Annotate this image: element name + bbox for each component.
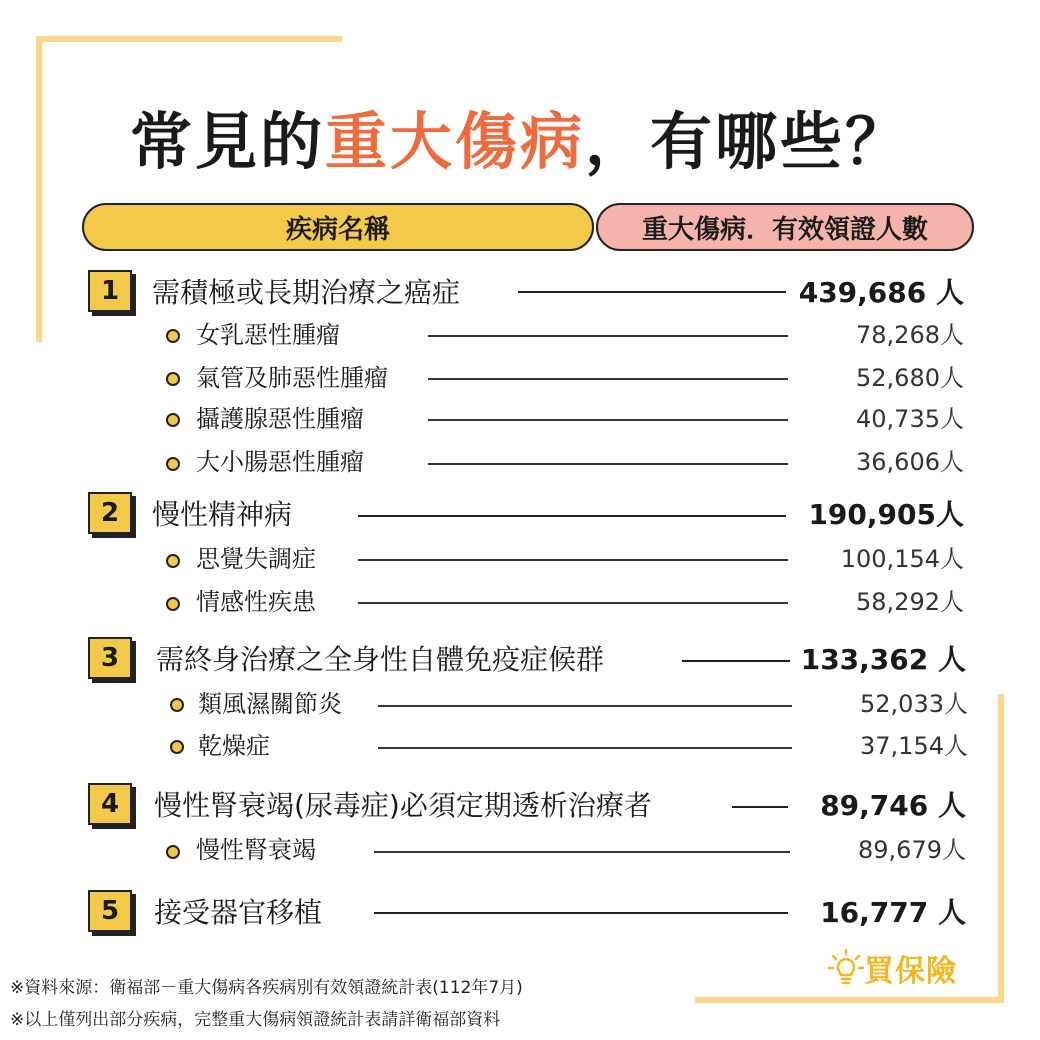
group-number-badge: 5: [88, 890, 132, 932]
sub-item-label: 大小腸惡性腫瘤: [196, 448, 364, 476]
logo-text: 買保險: [864, 954, 957, 989]
bullet-dot: [166, 457, 180, 471]
sub-item-value: 52,033人: [860, 690, 968, 718]
bullet-dot: [170, 698, 184, 712]
bullet-dot: [166, 597, 180, 611]
column-header-certificate-count: 重大傷病．有效領證人數: [596, 203, 974, 251]
lightbulb-icon: [828, 948, 864, 988]
title-part-2: ，有哪些？: [585, 105, 911, 178]
sub-item-value: 40,735人: [856, 405, 964, 433]
sub-item-value: 78,268人: [856, 321, 964, 349]
group-value: 190,905人: [808, 498, 964, 531]
bullet-dot: [170, 740, 184, 754]
bullet-dot: [166, 329, 180, 343]
sub-item-value: 36,606人: [856, 448, 964, 476]
bullet-dot: [166, 372, 180, 386]
sub-item-label: 情感性疾患: [196, 588, 316, 616]
group-label: 需積極或長期治療之癌症: [152, 276, 461, 309]
bullet-dot: [166, 413, 180, 427]
sub-item-label: 乾燥症: [198, 732, 270, 760]
decorative-frame-bottom-right: [695, 997, 1004, 1003]
sub-item-label: 類風濕關節炎: [198, 690, 342, 718]
sub-item-label: 慢性腎衰竭: [196, 836, 316, 864]
group-number-badge: 4: [88, 783, 132, 825]
footnote-source: ※資料來源：衛福部－重大傷病各疾病別有效領證統計表(112年7月): [10, 978, 523, 998]
sub-item-value: 37,154人: [860, 732, 968, 760]
decorative-frame-bottom-right-vertical: [998, 694, 1004, 1003]
group-label: 慢性精神病: [152, 498, 293, 531]
group-number-badge: 3: [88, 637, 132, 679]
bullet-dot: [166, 845, 180, 859]
group-label: 接受器官移植: [154, 896, 323, 929]
sub-item-label: 氣管及肺惡性腫瘤: [196, 364, 388, 392]
group-number-badge: 1: [88, 270, 132, 312]
title-highlight: 重大傷病: [324, 105, 585, 178]
decorative-frame-top-left: [36, 36, 342, 42]
brand-logo: [828, 946, 957, 990]
sub-item-label: 攝護腺惡性腫瘤: [196, 405, 364, 433]
sub-item-value: 52,680人: [856, 364, 964, 392]
group-number-badge: 2: [88, 492, 132, 534]
footnote-disclaimer: ※以上僅列出部分疾病，完整重大傷病領證統計表請詳衛福部資料: [10, 1010, 501, 1030]
sub-item-value: 100,154人: [840, 545, 964, 573]
group-label: 需終身治療之全身性自體免疫症候群: [156, 643, 605, 676]
group-value: 439,686 人: [798, 276, 964, 309]
title-part-1: 常見的: [129, 105, 325, 178]
sub-item-value: 89,679人: [858, 836, 966, 864]
group-value: 89,746 人: [820, 789, 966, 822]
group-label: 慢性腎衰竭(尿毒症)必須定期透析治療者: [154, 789, 652, 822]
sub-item-label: 思覺失調症: [196, 545, 316, 573]
group-value: 133,362 人: [800, 643, 966, 676]
column-header-disease-name: 疾病名稱: [82, 203, 594, 251]
decorative-frame-top-left-vertical: [36, 36, 42, 342]
group-value: 16,777 人: [820, 896, 966, 929]
bullet-dot: [166, 554, 180, 568]
sub-item-label: 女乳惡性腫瘤: [196, 321, 340, 349]
page-title: [0, 92, 1040, 181]
sub-item-value: 58,292人: [856, 588, 964, 616]
